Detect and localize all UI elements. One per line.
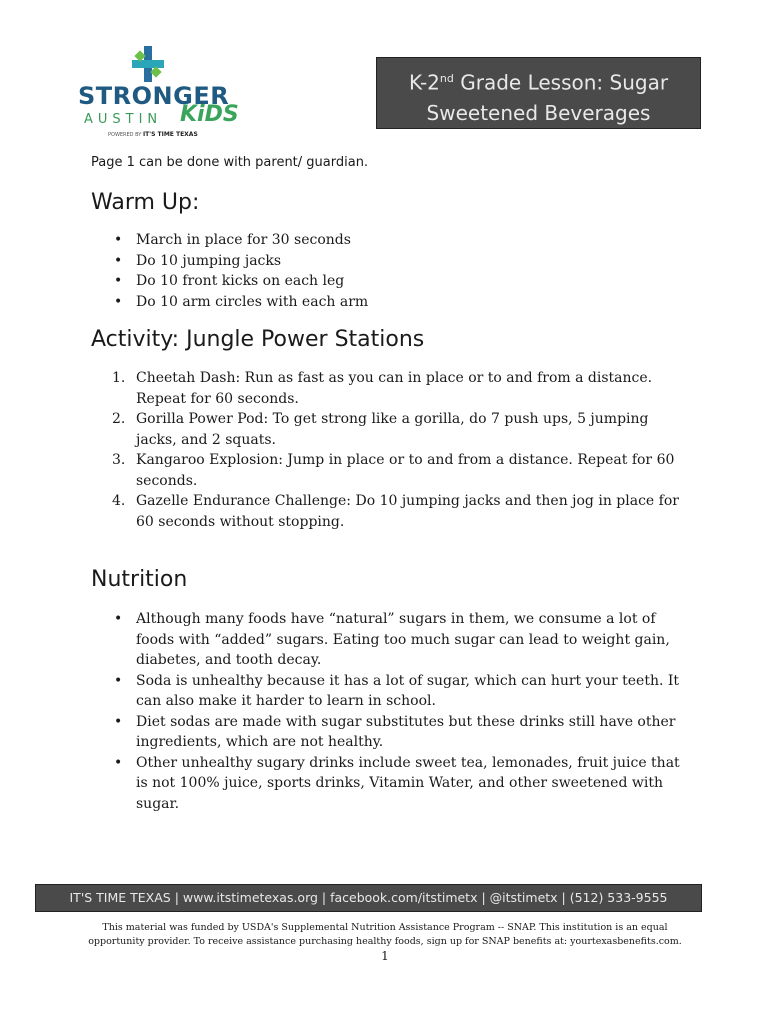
list-item: • Do 10 front kicks on each leg [92, 271, 692, 292]
logo-powered-by [108, 131, 198, 138]
activity-list [92, 368, 692, 532]
funding-line-2: opportunity provider. To receive assistance purchasing healthy foods, sign up for SNAP benefits at: yourtexasbenefits.com. [88, 936, 682, 947]
title-grade-suffix: nd [439, 72, 454, 85]
powered-by-label: POWERED BY [108, 132, 142, 138]
parent-note: Page 1 can be done with parent/ guardian. [91, 155, 369, 170]
list-item: • Do 10 jumping jacks [92, 251, 692, 272]
item-text: Gorilla Power Pod: To get strong like a gorilla, do 7 push ups, 5 jumping jacks, and 2 squats. [136, 411, 649, 448]
powered-by-org: IT'S TIME TEXAS [142, 131, 198, 138]
title-line-1 [377, 64, 700, 98]
title-line1-rest: Grade Lesson: Sugar [453, 70, 669, 95]
list-item: • March in place for 30 seconds [92, 230, 692, 251]
item-text: Gazelle Endurance Challenge: Do 10 jumping jacks and then jog in place for 60 seconds without stopping. [136, 493, 679, 530]
logo-austin: AUSTIN [84, 112, 163, 127]
list-item: • Soda is unhealthy because it has a lot of sugar, which can hurt your teeth. It can also make it harder to learn in school. [92, 671, 692, 712]
funding-statement [60, 921, 710, 949]
page-number: 1 [381, 949, 389, 963]
list-item: • Although many foods have “natural” sugars in them, we consume a lot of foods with “added” sugars. Eating too much sugar can lead to weight gain, diabetes, and tooth decay. [92, 609, 692, 671]
item-text: Kangaroo Explosion: Jump in place or to and from a distance. Repeat for 60 seconds. [136, 452, 675, 489]
logo-stronger: STRONGER [78, 82, 230, 110]
stronger-austin-kids-logo [78, 44, 239, 144]
warm-up-heading: Warm Up: [91, 190, 200, 215]
item-number: 3. [112, 452, 126, 468]
list-item [92, 491, 692, 532]
title-line-2: Sweetened Beverages [426, 100, 651, 125]
item-number: 2. [112, 411, 126, 427]
logo-kids: KiDS [180, 102, 239, 127]
list-item: • Other unhealthy sugary drinks include sweet tea, lemonades, fruit juice that is not 100% juice, sports drinks, Vitamin Water, and other sweetened with sugar. [92, 753, 692, 815]
lesson-title-box [376, 57, 701, 129]
item-number: 4. [112, 493, 126, 509]
list-item [92, 409, 692, 450]
activity-heading: Activity: Jungle Power Stations [91, 327, 425, 352]
funding-line-1: This material was funded by USDA's Supplemental Nutrition Assistance Program -- SNAP. This institution is an equal [102, 922, 668, 933]
list-item [92, 450, 692, 491]
list-item [92, 368, 692, 409]
contact-footer-bar: IT'S TIME TEXAS | www.itstimetexas.org | facebook.com/itstimetx | @itstimetx | (512) 533-9555 [35, 884, 702, 912]
title-grade: K-2 [408, 70, 440, 95]
warm-up-list [92, 230, 692, 312]
item-number: 1. [112, 370, 126, 386]
item-text: Cheetah Dash: Run as fast as you can in place or to and from a distance. Repeat for 60 seconds. [136, 370, 653, 407]
list-item: • Diet sodas are made with sugar substitutes but these drinks still have other ingredients, which are not healthy. [92, 712, 692, 753]
nutrition-list [92, 609, 692, 814]
cross-icon [78, 44, 228, 84]
nutrition-heading: Nutrition [91, 567, 188, 592]
list-item: • Do 10 arm circles with each arm [92, 292, 692, 313]
